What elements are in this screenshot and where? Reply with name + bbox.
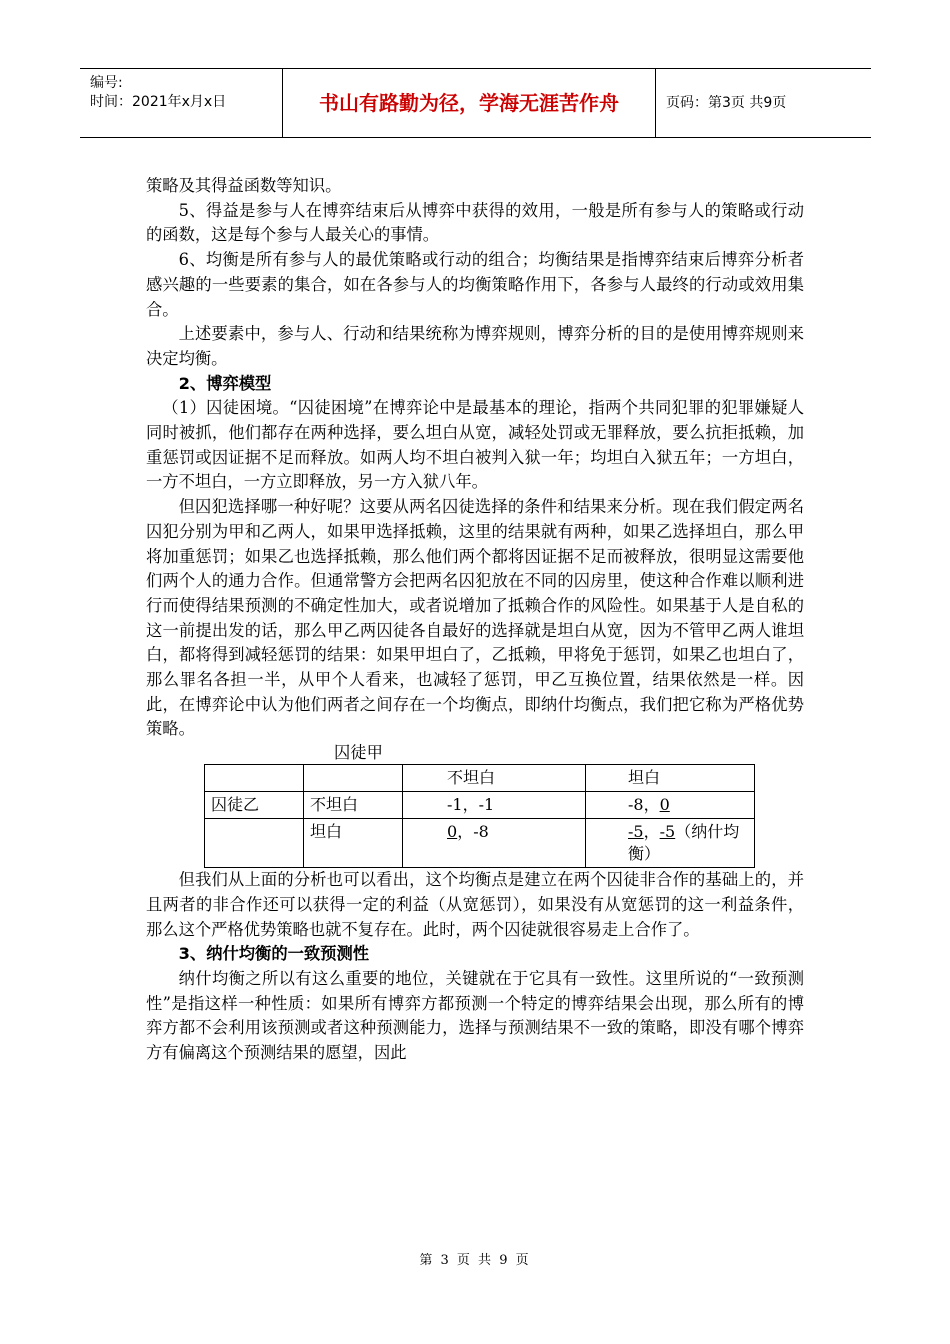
header-info-cell (80, 69, 283, 137)
col-header: 坦白 (586, 765, 755, 792)
row-header: 不坦白 (304, 792, 403, 819)
paragraph: 上述要素中，参与人、行动和结果统称为博弈规则，博弈分析的目的是使用博弈规则来决定均衡。 (146, 324, 804, 368)
date-label: 时间：2021年x月x日 (90, 94, 227, 110)
document-body (146, 174, 804, 1066)
payoff-cell (586, 819, 755, 868)
row-header: 坦白 (304, 819, 403, 868)
page-number-label: 页码：第3页 共9页 (666, 95, 787, 111)
payoff-cell (403, 819, 586, 868)
motto: 书山有路勤为径，学海无涯苦作舟 (319, 91, 619, 115)
section-heading: 3、纳什均衡的一致预测性 (178, 944, 370, 964)
header-motto-cell (283, 69, 656, 137)
paragraph: 但囚犯选择哪一种好呢？这要从两名囚徒选择的条件和结果来分析。现在我们假定两名囚犯分别为甲和乙两人，如果甲选择抵赖，这里的结果就有两种，如果乙选择坦白，那么甲将加重惩罚；如果乙也选择抵赖，那么他们两个都将因证据不足而被释放，很明显这需要他们两个人的通力合作。但通常警方会把两名囚犯放在不同的囚房里，使这种合作难以顺利进行而使得结果预测的不确定性加大，或者说增加了抵赖合作的风险性。如果基于人是自私的这一前提出发的话，那么甲乙两囚徒各自最好的选择就是坦白从宽，因为不管甲乙两人谁坦白，都将得到减轻惩罚的结果：如果甲坦白了，乙抵赖，甲将免于惩罚，如果乙也坦白了，那么罪名各担一半，从甲个人看来，也减轻了惩罚，甲乙互换位置，结果依然是一样。因此，在博弈论中认为他们两者之间存在一个均衡点，即纳什均衡点，我们把它称为严格优势策略。 (146, 497, 804, 739)
payoff-value: 0 (659, 795, 670, 815)
payoff-separator: ， (643, 822, 660, 842)
paragraph: （1）囚徒困境。“囚徒困境”在博弈论中是最基本的理论，指两个共同犯罪的犯罪嫌疑人同时被抓，他们都存在两种选择，要么坦白从宽，减轻处罚或无罪释放，要么抗拒抵赖，加重惩罚或因证据不足而释放。如两人均不坦白被判入狱一年；均坦白入狱五年；一方坦白，一方不坦白，一方立即释放，另一方入狱八年。 (146, 398, 804, 492)
paragraph: 6、均衡是所有参与人的最优策略或行动的组合；均衡结果是指博弈结束后博弈分析者感兴趣的一些要素的集合，如在各参与人的均衡策略作用下，各参与人最终的行动或效用集合。 (146, 250, 804, 319)
section-heading: 2、博弈模型 (178, 373, 272, 393)
table-cell (205, 819, 304, 868)
payoff-value: ，-8 (457, 822, 489, 842)
table-row (205, 792, 755, 819)
page-footer: 第 3 页 共 9 页 (419, 1253, 531, 1268)
payoff-table (204, 764, 755, 868)
payoff-cell: -1，-1 (403, 792, 586, 819)
table-cell (205, 765, 304, 792)
number-label: 编号: (90, 75, 123, 91)
paragraph: 5、得益是参与人在博弈结束后从博弈中获得的效用，一般是所有参与人的策略或行动的函数，这是每个参与人最关心的事情。 (146, 200, 804, 245)
row-player: 囚徒乙 (205, 792, 304, 819)
header-page-cell (656, 69, 871, 137)
page-header (80, 68, 871, 138)
paragraph: 策略及其得益函数等知识。 (146, 176, 342, 195)
payoff-cell (586, 792, 755, 819)
payoff-value: -5 (659, 822, 676, 842)
paragraph: 纳什均衡之所以有这么重要的地位，关键就在于它具有一致性。这里所说的“一致预测性”是指这样一种性质：如果所有博弈方都预测一个特定的博弈结果会出现，那么所有的博弈方都不会利用该预测或者这种预测能力，选择与预测结果不一致的策略，即没有哪个博弈方有偏离这个预测结果的愿望，因此 (146, 968, 804, 1063)
payoff-value: 0 (447, 822, 458, 842)
table-row (205, 819, 755, 868)
payoff-value: -5 (628, 822, 644, 842)
table-cell (304, 765, 403, 792)
payoff-value: -8， (628, 795, 660, 815)
col-header: 不坦白 (403, 765, 586, 792)
equilibrium-note: （纳什均衡） (628, 822, 740, 864)
table-title: 囚徒甲 (334, 743, 383, 763)
paragraph: 但我们从上面的分析也可以看出，这个均衡点是建立在两个囚徒非合作的基础上的，并且两者的非合作还可以获得一定的利益（从宽惩罚），如果没有从宽惩罚的这一利益条件，那么这个严格优势策略也就不复存在。此时，两个囚徒就很容易走上合作了。 (146, 870, 804, 939)
table-row (205, 765, 755, 792)
